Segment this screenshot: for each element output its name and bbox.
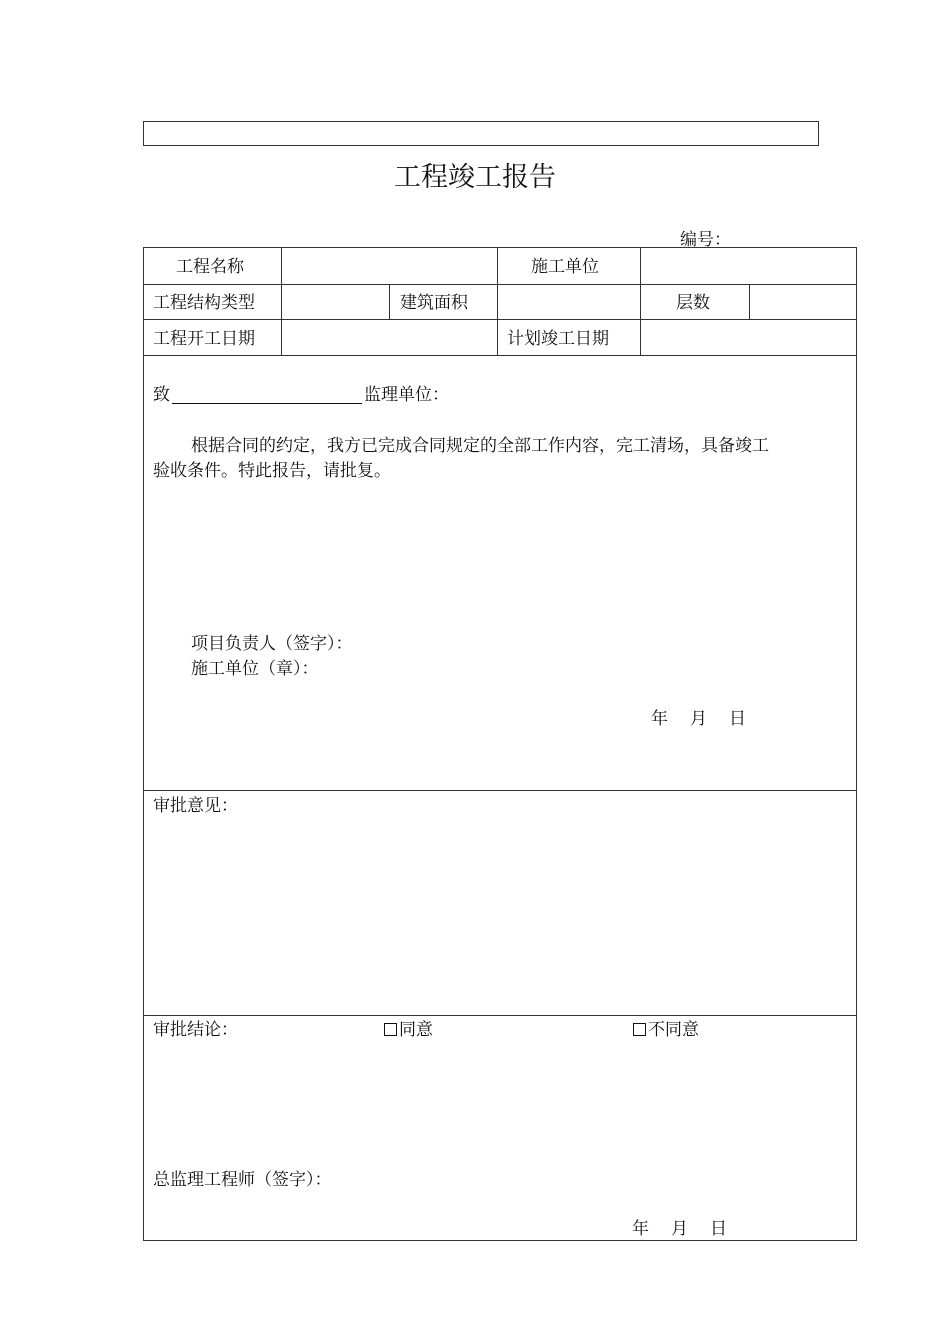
col-divider [749, 284, 750, 319]
agree-label: 同意 [399, 1020, 433, 1040]
disagree-label: 不同意 [648, 1020, 699, 1040]
serial-number-label: 编号： [680, 230, 731, 250]
col-divider [281, 319, 282, 355]
to-prefix: 致 [153, 385, 170, 405]
conclusion-date-day: 日 [710, 1219, 727, 1239]
top-header-box [143, 121, 819, 146]
col-divider [497, 247, 498, 284]
completion-report-form [143, 247, 857, 1241]
row-divider-3 [143, 355, 857, 356]
col-divider [497, 319, 498, 355]
row-divider-5 [143, 1015, 857, 1016]
building-area-label: 建筑面积 [400, 293, 468, 313]
col-divider [281, 247, 282, 284]
row-divider-2 [143, 319, 857, 320]
floors-label: 层数 [676, 293, 710, 313]
start-date-label: 工程开工日期 [153, 329, 255, 349]
page-title: 工程竣工报告 [394, 162, 556, 193]
report-body-line-2: 验收条件。特此报告，请批复。 [153, 461, 391, 481]
conclusion-date-year: 年 [632, 1219, 649, 1239]
supervisor-blank-line [172, 403, 362, 404]
to-suffix: 监理单位： [364, 385, 449, 405]
contractor-label: 施工单位 [531, 257, 599, 277]
agree-option[interactable] [384, 1019, 433, 1041]
disagree-checkbox-icon[interactable] [633, 1023, 646, 1036]
row-divider-4 [143, 790, 857, 791]
col-divider [640, 247, 641, 284]
project-name-label: 工程名称 [176, 257, 244, 277]
report-body-line-1: 根据合同的约定，我方已完成合同规定的全部工作内容，完工清场，具备竣工 [191, 436, 769, 456]
agree-checkbox-icon[interactable] [384, 1023, 397, 1036]
conclusion-date-month: 月 [671, 1219, 688, 1239]
structure-type-label: 工程结构类型 [153, 293, 255, 313]
col-divider [497, 284, 498, 319]
planned-completion-label: 计划竣工日期 [507, 329, 609, 349]
approval-conclusion-label: 审批结论： [153, 1020, 238, 1040]
chief-engineer-signature-label: 总监理工程师（签字）： [153, 1170, 332, 1190]
col-divider [281, 284, 282, 319]
report-date-year: 年 [651, 709, 668, 729]
report-date-month: 月 [690, 709, 707, 729]
approval-opinion-label: 审批意见： [153, 796, 238, 816]
manager-signature-label: 项目负责人（签字）： [191, 634, 353, 654]
col-divider [389, 284, 390, 319]
col-divider [640, 319, 641, 355]
disagree-option[interactable] [633, 1019, 699, 1041]
report-date-day: 日 [729, 709, 746, 729]
contractor-seal-label: 施工单位（章）： [191, 659, 319, 679]
col-divider [640, 284, 641, 319]
